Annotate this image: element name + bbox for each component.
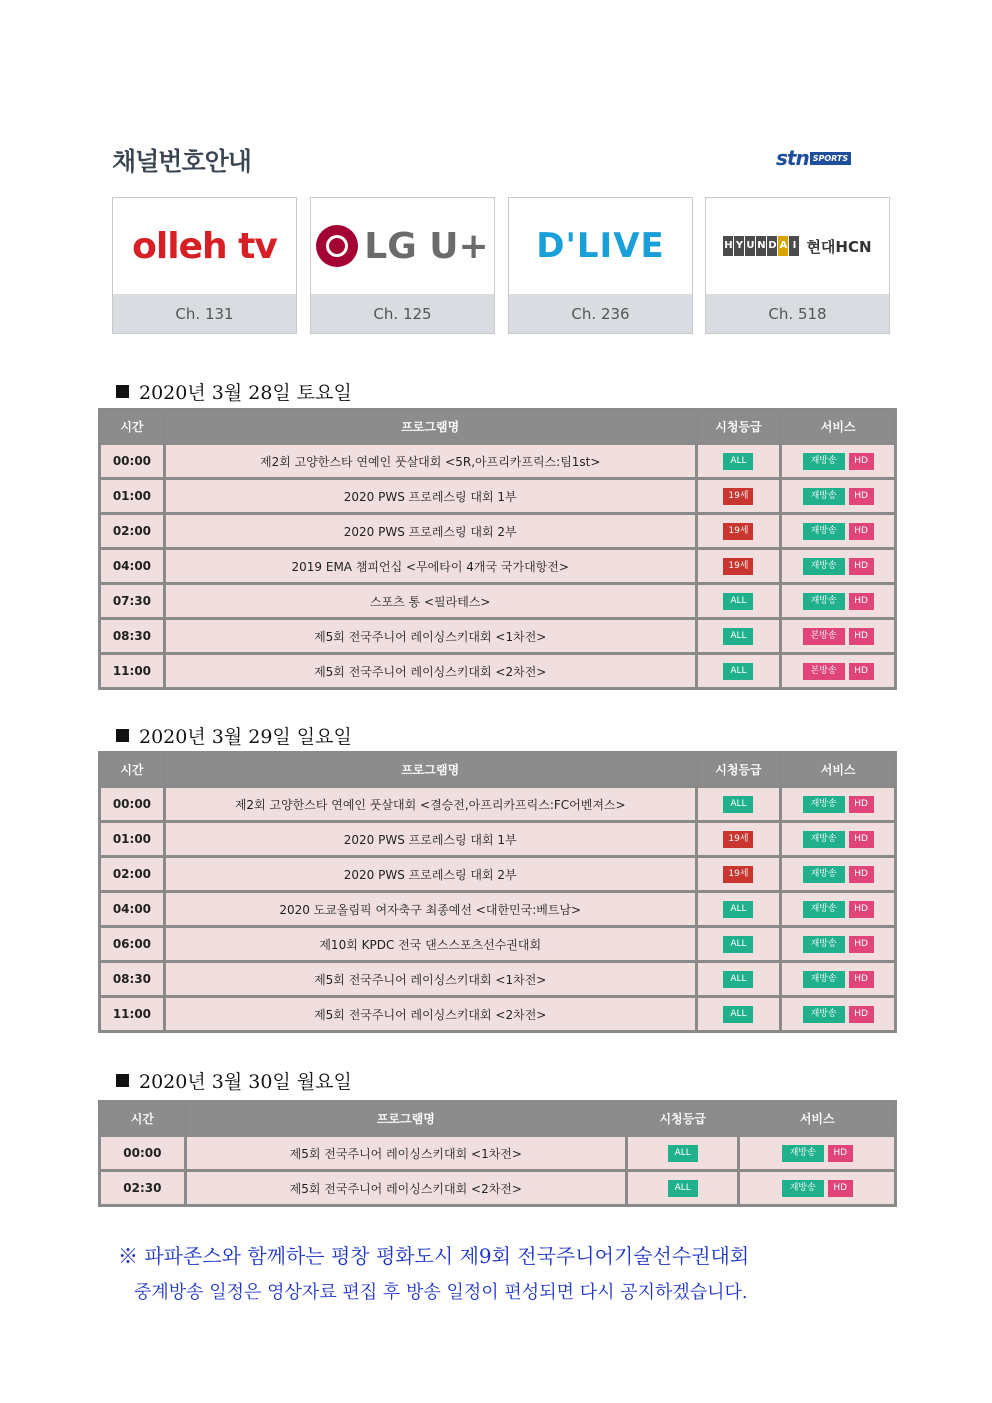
table-row: 02:00 2020 PWS 프로레스링 대회 2부 19세 재방송 HD xyxy=(101,858,894,890)
table-row: 08:30 제5회 전국주니어 레이싱스키대회 <1차전> ALL 본방송 HD xyxy=(101,620,894,652)
day-heading: 2020년 3월 30일 월요일 xyxy=(116,1067,352,1094)
schedule-table-day1 xyxy=(98,408,897,690)
table-row: 00:00 제2회 고양한스타 연예인 풋살대회 <5R,아프리카프릭스:팀1st> ALL 재방송 HD xyxy=(101,445,894,477)
page-title: 채널번호안내 xyxy=(112,147,251,176)
channel-number: Ch. 131 xyxy=(113,294,296,333)
col-time: 시간 xyxy=(101,1103,184,1134)
stn-sports-logo xyxy=(776,146,851,170)
table-row: 11:00 제5회 전국주니어 레이싱스키대회 <2차전> ALL 재방송 HD xyxy=(101,998,894,1030)
brand-main: stn xyxy=(776,146,809,170)
schedule-table-day2 xyxy=(98,751,897,1033)
col-service: 서비스 xyxy=(740,1103,894,1134)
channel-number: Ch. 236 xyxy=(509,294,692,333)
table-row: 00:00 제5회 전국주니어 레이싱스키대회 <1차전> ALL 재방송 HD xyxy=(101,1137,894,1169)
hyundai-wordmark: H Y U N D A I xyxy=(723,236,800,256)
table-row: 02:00 2020 PWS 프로레스링 대회 2부 19세 재방송 HD xyxy=(101,515,894,547)
notice-line-1: ※ 파파존스와 함께하는 평창 평화도시 제9회 전국주니어기술선수권대회 xyxy=(118,1244,750,1268)
channel-number: Ch. 518 xyxy=(706,294,889,333)
table-row: 11:00 제5회 전국주니어 레이싱스키대회 <2차전> ALL 본방송 HD xyxy=(101,655,894,687)
table-row: 04:00 2019 EMA 챔피언십 <무에타이 4개국 국가대항전> 19세 재방송 HD xyxy=(101,550,894,582)
day-heading: 2020년 3월 29일 일요일 xyxy=(116,722,352,749)
day-heading: 2020년 3월 28일 토요일 xyxy=(116,378,352,405)
dlive-logo: D'LIVE xyxy=(536,226,665,266)
schedule-table-day3 xyxy=(98,1100,897,1207)
table-row: 04:00 2020 도쿄올림픽 여자축구 최종예선 <대한민국:베트남> ALL 재방송 HD xyxy=(101,893,894,925)
lg-uplus-logo: LG U+ xyxy=(316,225,488,267)
channel-card-dlive xyxy=(508,197,693,334)
channel-number: Ch. 125 xyxy=(311,294,494,333)
lg-circle-icon xyxy=(316,225,358,267)
table-row: 01:00 2020 PWS 프로레스링 대회 1부 19세 재방송 HD xyxy=(101,823,894,855)
col-rating: 시청등급 xyxy=(698,411,780,442)
col-service: 서비스 xyxy=(782,754,894,785)
olleh-tv-logo: olleh tv xyxy=(132,225,277,267)
col-program: 프로그램명 xyxy=(166,754,695,785)
notice-line-2: 중계방송 일정은 영상자료 편집 후 방송 일정이 편성되면 다시 공지하겠습니다. xyxy=(134,1282,748,1303)
table-row: 06:00 제10회 KPDC 전국 댄스스포츠선수권대회 ALL 재방송 HD xyxy=(101,928,894,960)
col-time: 시간 xyxy=(101,411,163,442)
hyundai-hcn-logo: H Y U N D A I 현대HCN xyxy=(724,237,872,256)
table-row: 07:30 스포츠 통 <필라테스> ALL 재방송 HD xyxy=(101,585,894,617)
col-rating: 시청등급 xyxy=(698,754,780,785)
col-program: 프로그램명 xyxy=(187,1103,625,1134)
table-row: 08:30 제5회 전국주니어 레이싱스키대회 <1차전> ALL 재방송 HD xyxy=(101,963,894,995)
table-row: 00:00 제2회 고양한스타 연예인 풋살대회 <결승전,아프리카프릭스:FC어벤져스> ALL 재방송 HD xyxy=(101,788,894,820)
channel-card-lgu xyxy=(310,197,495,334)
col-program: 프로그램명 xyxy=(166,411,695,442)
col-rating: 시청등급 xyxy=(628,1103,738,1134)
channel-list xyxy=(112,197,890,334)
table-row: 01:00 2020 PWS 프로레스링 대회 1부 19세 재방송 HD xyxy=(101,480,894,512)
table-row: 02:30 제5회 전국주니어 레이싱스키대회 <2차전> ALL 재방송 HD xyxy=(101,1172,894,1204)
col-service: 서비스 xyxy=(782,411,894,442)
brand-sub: SPORTS xyxy=(810,152,851,165)
channel-card-hcn xyxy=(705,197,890,334)
col-time: 시간 xyxy=(101,754,163,785)
channel-card-olleh xyxy=(112,197,297,334)
